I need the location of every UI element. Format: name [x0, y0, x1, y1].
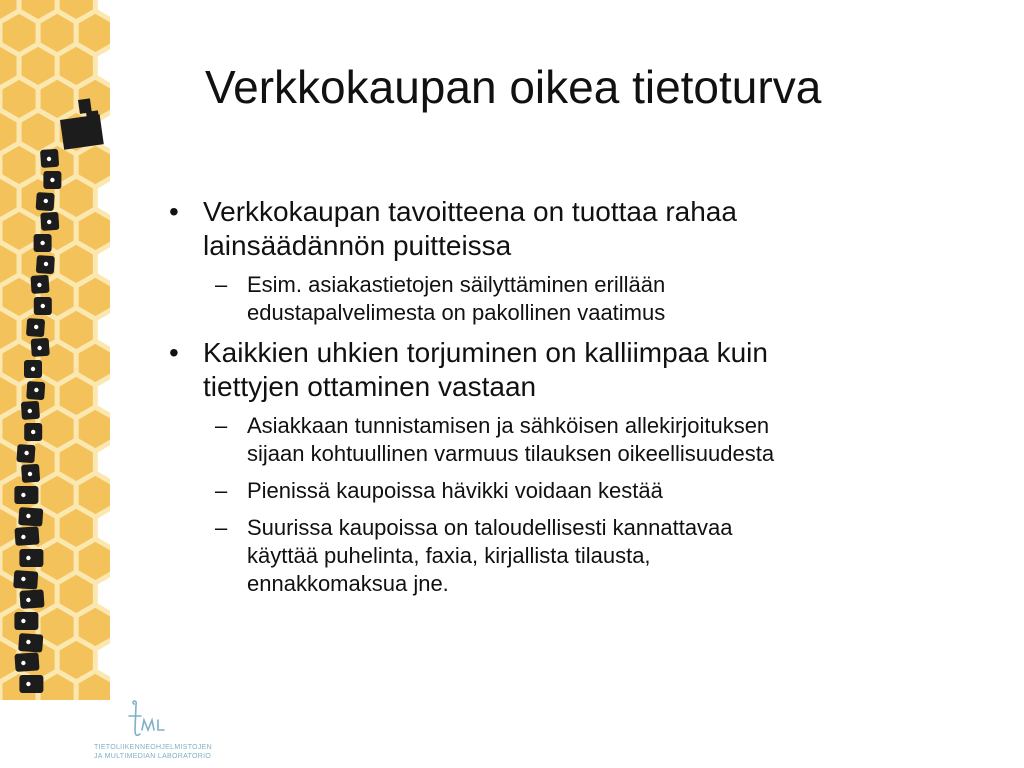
figure-dice-block	[19, 675, 43, 693]
lab-logo	[92, 700, 232, 768]
figure-dice-dot	[24, 451, 28, 455]
figure-dice-block	[19, 589, 44, 609]
figure-dice-dot	[26, 514, 30, 518]
lab-logo-caption: TIETOLIIKENNEOHJELMISTOJEN	[94, 744, 213, 751]
figure-dice-dot	[44, 199, 48, 203]
figure-dice-block	[14, 486, 38, 504]
honeycomb-pattern	[0, 0, 110, 700]
figure-dice-dot	[28, 472, 32, 476]
sub-bullet-text: Suurissa kaupoissa on taloudellisesti kannattavaa	[247, 515, 733, 540]
figure-dice-dot	[31, 430, 35, 434]
figure-dice-dot	[50, 178, 54, 182]
sub-bullet-item	[165, 271, 965, 327]
figure-dice-dot	[40, 241, 44, 245]
figure-dice-dot	[34, 325, 38, 329]
sub-bullet-text: ennakkomaksua jne.	[247, 571, 449, 596]
sub-bullet-marker: –	[215, 413, 228, 438]
figure-dice-dot	[21, 577, 25, 581]
figure-dice-dot	[37, 283, 41, 287]
sub-bullet-marker: –	[215, 515, 228, 540]
figure-dice-dot	[28, 409, 32, 413]
sub-bullet-marker: –	[215, 272, 228, 297]
bullet-marker: •	[169, 337, 179, 368]
sub-bullet-item	[165, 514, 965, 598]
figure-dice-dot	[26, 556, 30, 560]
slide-title: Verkkokaupan oikea tietoturva	[205, 61, 822, 113]
bullet-text: tiettyjen ottaminen vastaan	[203, 371, 537, 402]
figure-dice-dot	[21, 661, 25, 665]
figure-dice-block	[18, 507, 43, 527]
sub-bullet-text: sijaan kohtuullinen varmuus tilauksen oikeellisuudesta	[247, 441, 775, 466]
bullet-text: Kaikkien uhkien torjuminen on kalliimpaa kuin	[203, 337, 768, 368]
figure-dice-block	[13, 570, 38, 590]
sub-bullet-item	[165, 412, 965, 468]
figure-dice-block	[18, 633, 43, 653]
figure-dice-block	[19, 549, 43, 567]
figure-dice-block	[14, 652, 39, 672]
bullet-item	[165, 336, 965, 404]
figure-dice-dot	[47, 220, 51, 224]
figure-dice-dot	[26, 640, 30, 644]
figure-dice-dot	[34, 388, 38, 392]
figure-dice-dot	[44, 262, 48, 266]
sub-bullet-text: Asiakkaan tunnistamisen ja sähköisen allekirjoituksen	[247, 413, 770, 438]
figure-dice-dot	[21, 535, 25, 539]
bullet-list	[165, 195, 965, 607]
figure-dice-block	[14, 526, 39, 546]
sub-bullet-text: Pienissä kaupoissa hävikki voidaan kestää	[247, 478, 663, 503]
figure-dice-dot	[47, 157, 51, 161]
figure-dice-dot	[26, 598, 30, 602]
figure-dice-dot	[37, 346, 41, 350]
figure-dice-block	[14, 612, 38, 630]
figure-dice-dot	[21, 493, 25, 497]
sub-bullet-marker: –	[215, 478, 228, 503]
sub-bullet-text: käyttää puhelinta, faxia, kirjallista tilausta,	[247, 543, 651, 568]
figure-head-block	[86, 110, 100, 124]
bullet-item	[165, 195, 965, 263]
figure-dice-dot	[21, 619, 25, 623]
figure-dice-dot	[41, 304, 45, 308]
bullet-marker: •	[169, 196, 179, 227]
bullet-text: Verkkokaupan tavoitteena on tuottaa rahaa	[203, 196, 737, 227]
sub-bullet-item	[165, 477, 965, 505]
tml-logo-icon	[122, 700, 182, 742]
lab-logo-caption: JA MULTIMEDIAN LABORATORIO	[94, 753, 212, 760]
honeycomb-giraffe-decoration	[0, 0, 110, 700]
bullet-text: lainsäädännön puitteissa	[203, 230, 512, 261]
figure-dice-dot	[26, 682, 30, 686]
sub-bullet-text: Esim. asiakastietojen säilyttäminen erillään	[247, 272, 666, 297]
figure-dice-dot	[31, 367, 35, 371]
sub-bullet-text: edustapalvelimesta on pakollinen vaatimus	[247, 300, 666, 325]
